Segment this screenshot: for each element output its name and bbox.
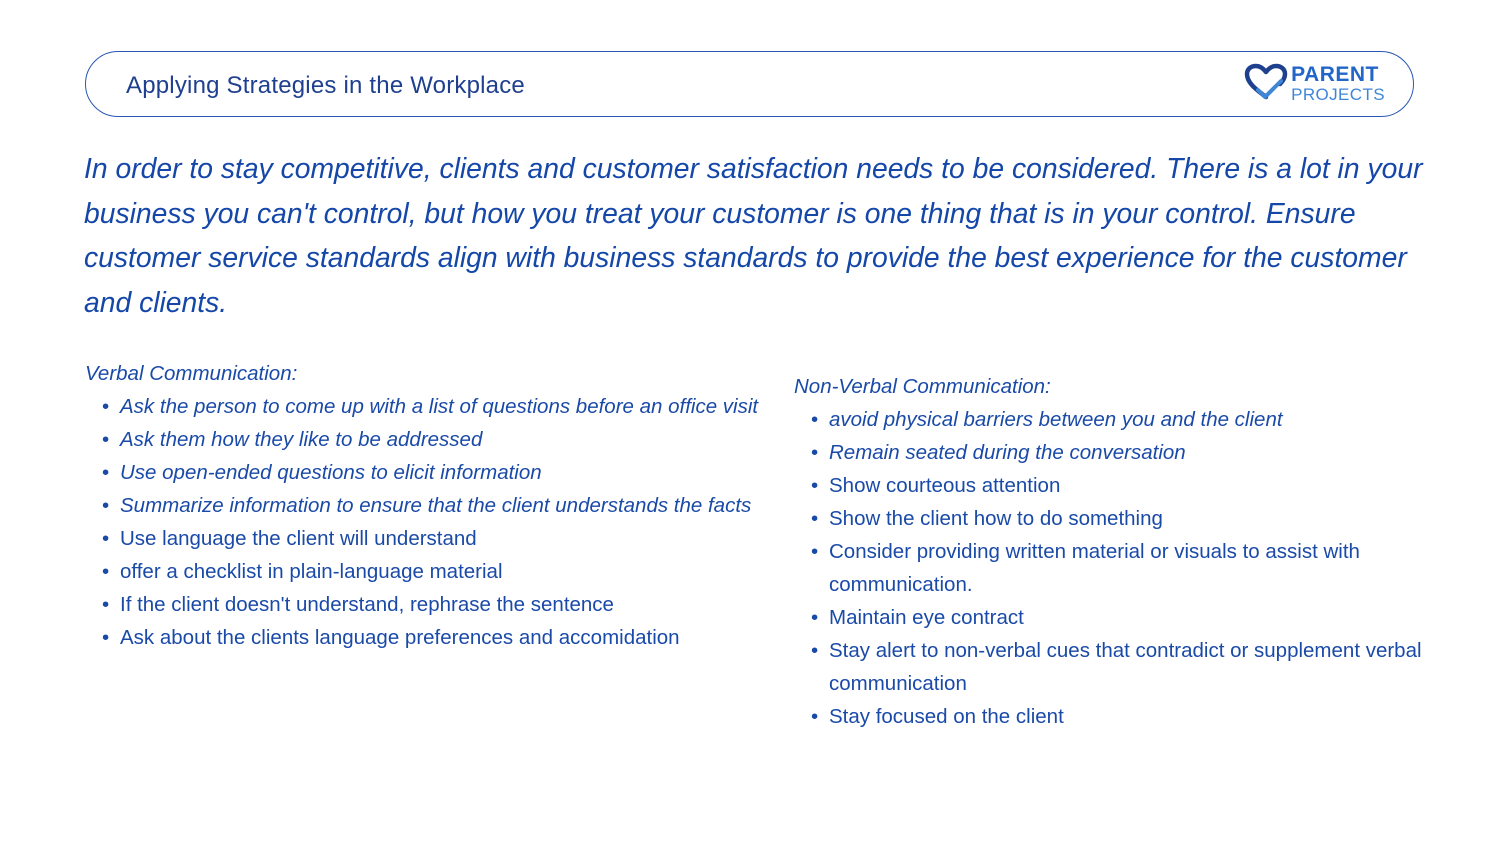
heart-check-icon (1244, 63, 1288, 103)
list-item: • Show the client how to do something (794, 502, 1434, 535)
list-item: • Ask them how they like to be addressed (85, 423, 765, 456)
list-item: • Consider providing written material or visuals to assist with communication. (794, 535, 1434, 601)
list-item: • Stay alert to non-verbal cues that contradict or supplement verbal communication (794, 634, 1434, 700)
nonverbal-heading: Non-Verbal Communication: (794, 375, 1051, 398)
verbal-list (85, 390, 765, 654)
list-item: • If the client doesn't understand, rephrase the sentence (85, 588, 765, 621)
list-item: • avoid physical barriers between you and the client (794, 403, 1434, 436)
list-item: • Maintain eye contract (794, 601, 1434, 634)
verbal-communication-section (85, 357, 765, 654)
list-item: • Ask the person to come up with a list of questions before an office visit (85, 390, 765, 423)
list-item: • offer a checklist in plain-language material (85, 555, 765, 588)
list-item: • Stay focused on the client (794, 700, 1434, 733)
list-item: • Remain seated during the conversation (794, 436, 1434, 469)
header-banner (85, 51, 1414, 117)
nonverbal-communication-section (794, 370, 1434, 733)
logo-word-parent: PARENT (1291, 62, 1379, 86)
parent-projects-logo (1244, 63, 1385, 103)
list-item: • Use language the client will understand (85, 522, 765, 555)
logo-word-projects: PROJECTS (1291, 84, 1385, 104)
list-item: • Show courteous attention (794, 469, 1434, 502)
list-item: • Ask about the clients language preferences and accomidation (85, 621, 765, 654)
list-item: • Summarize information to ensure that the client understands the facts (85, 489, 765, 522)
page-title: Applying Strategies in the Workplace (126, 72, 525, 99)
verbal-heading: Verbal Communication: (85, 362, 298, 385)
intro-paragraph: In order to stay competitive, clients and customer satisfaction needs to be considered. There is a lot in your business you can't control, but how you treat your customer is one thing that is in your control. Ensure customer service standards align with business standards to provide the best experience for the customer and clients. (84, 152, 1423, 318)
list-item: • Use open-ended questions to elicit information (85, 456, 765, 489)
nonverbal-list (794, 403, 1434, 733)
